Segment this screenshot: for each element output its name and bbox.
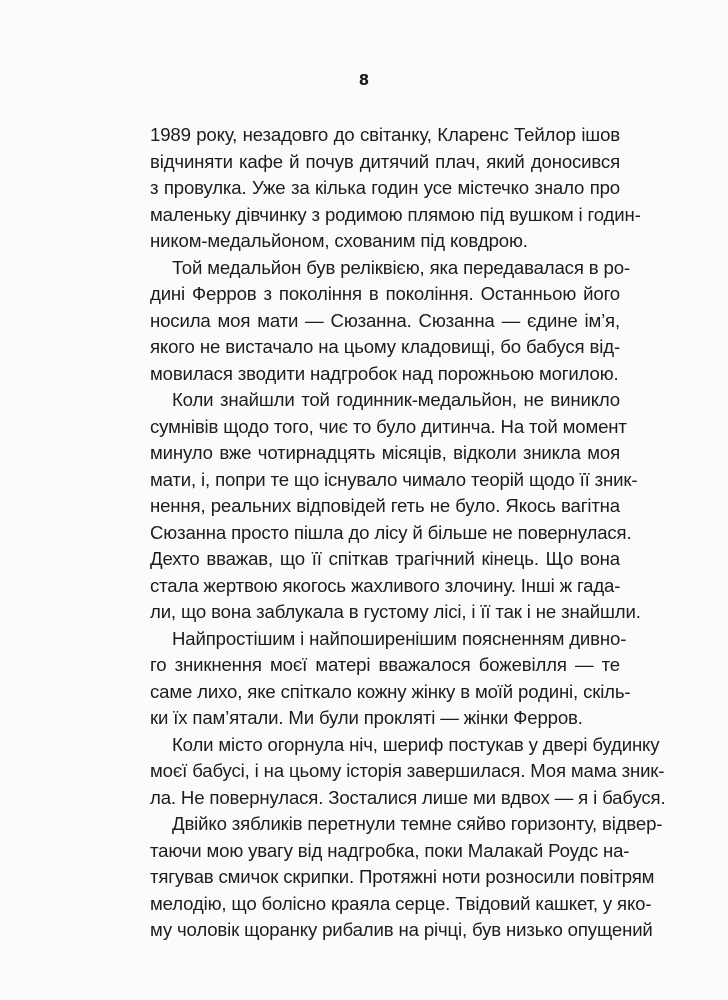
text-line: мати, і, попри те що існувало чимало теорій щодо її зник- — [150, 468, 638, 490]
text-line: носила моя мати — Сюзанна. Сюзанна — єдине ім’я, — [150, 309, 620, 331]
text-line: мелодію, що болісно краяла серце. Твідовий кашкет, у яко- — [150, 892, 652, 914]
text-line: Дехто вважав, що її спіткав трагічний кінець. Що вона — [150, 548, 620, 569]
page-number: 8 — [358, 71, 370, 89]
text-line: нення, реальних відповідей геть не було. Якось вагітна — [150, 495, 620, 516]
text-line: ником-медальйоном, схованим під ковдрою. — [150, 230, 528, 251]
text-line: Коли місто огорнула ніч, шериф постукав у двері будинку — [172, 733, 660, 755]
text-line: дині Ферров з покоління в покоління. Останньою його — [150, 283, 620, 304]
text-line: му чоловік щоранку рибалив на річці, був низько опущений — [150, 919, 653, 940]
text-line: 1989 року, незадовго до світанку, Кларенс Тейлор ішов — [150, 124, 620, 145]
text-line: сумнівів щодо того, чиє то було дитинча. На той момент — [150, 415, 627, 437]
text-line: якого не вистачало на цьому кладовищі, бо бабуся від- — [150, 336, 620, 357]
text-line: Двійко зябликів перетнули темне сяйво горизонту, відвер- — [172, 813, 663, 834]
text-line: го зникнення моєї матері вважалося божевілля — те — [150, 654, 620, 675]
text-line: ли, що вона заблукала в густому лісі, і її так і не знайшли. — [150, 601, 641, 622]
text-line: стала жертвою якогось жахливого злочину. Інші ж гада- — [150, 574, 621, 596]
body-text — [150, 122, 666, 944]
text-line: ки їх пам’ятали. Ми були прокляті — жінки Ферров. — [150, 707, 583, 728]
text-line: таючи мою увагу від надгробка, поки Малакай Роудс на- — [150, 839, 630, 861]
text-line: минуло вже чотирнадцять місяців, відколи зникла моя — [150, 442, 620, 463]
text-line: Коли знайшли той годинник-медальйон, не виникло — [172, 389, 620, 410]
text-line: з провулка. Уже за кілька годин усе містечко знало про — [150, 177, 620, 198]
text-line: саме лихо, яке спіткало кожну жінку в моїй родині, скіль- — [150, 680, 631, 702]
text-line: маленьку дівчинку з родимою плямою під вушком і годин- — [150, 203, 641, 225]
text-line: Найпростішим і найпоширенішим поясненням дивно- — [172, 627, 627, 649]
text-line: відчиняти кафе й почув дитячий плач, який доносився — [150, 150, 620, 172]
text-line: моєї бабусі, і на цьому історія завершилася. Моя мама зник- — [150, 760, 665, 781]
text-line: Сюзанна просто пішла до лісу й більше не повернулася. — [150, 521, 632, 543]
text-line: Той медальйон був реліквією, яка передавалася в ро- — [172, 256, 630, 278]
text-line: тягував смичок скрипки. Протяжні ноти розносили повітрям — [150, 866, 655, 887]
text-line: мовилася зводити надгробок над порожньою могилою. — [150, 362, 619, 384]
text-line: ла. Не повернулася. Зосталися лише ми вдвох — я і бабуся. — [150, 786, 666, 808]
